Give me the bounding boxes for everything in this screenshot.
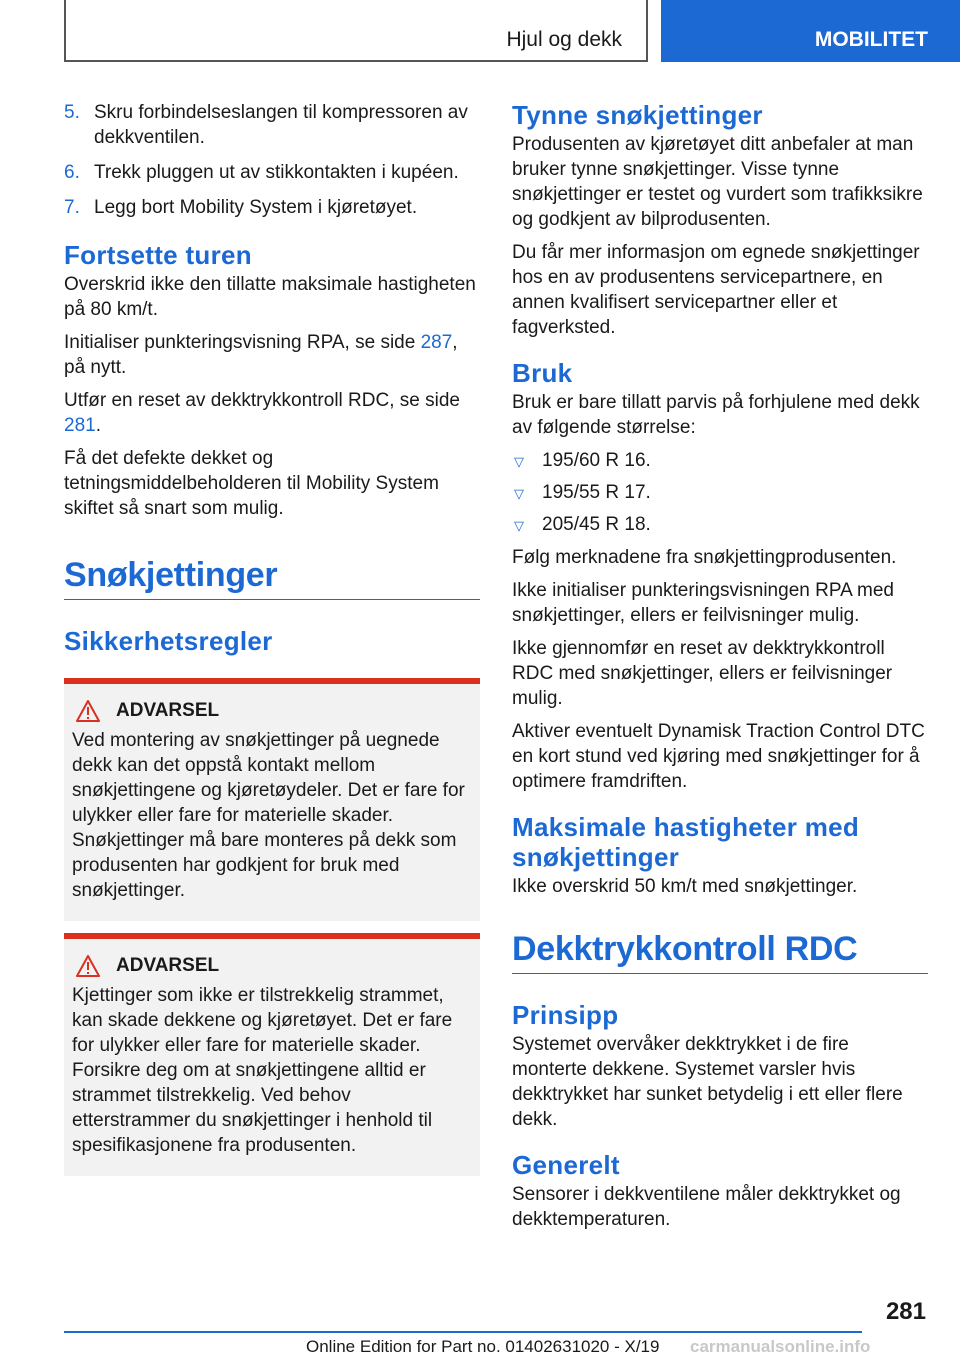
size-list (512, 448, 928, 537)
paragraph: Du får mer informasjon om egnede snøkjettinger hos en av produsentens servicepartnere, en annen kvalifisert servicepartner eller et fagverksted. (512, 242, 920, 338)
list-item: ▽ 195/55 R 17. (512, 480, 928, 505)
list-item: ▽ 205/45 R 18. (512, 512, 928, 537)
footer-watermark: carmanualsonline.info (690, 1337, 871, 1356)
page-link-287[interactable]: 287 (420, 332, 453, 353)
paragraph: Systemet overvåker dekktrykket i de fire monterte dekkene. Systemet varsler hvis dekktrykket har sunket betydelig i ett eller flere dekk. (512, 1034, 903, 1130)
page-number: 281 (885, 1298, 926, 1325)
heading-prinsipp: Prinsipp (512, 1000, 619, 1030)
footer-edition: Online Edition for Part no. 01402631020 - X/19 (306, 1337, 660, 1356)
step-number: 5. (64, 102, 80, 123)
paragraph: Aktiver eventuelt Dynamisk Traction Control DTC en kort stund ved kjøring med snøkjettinger for å optimere framdriften. (512, 721, 925, 792)
step-text: Legg bort Mobility System i kjøretøyet. (94, 197, 418, 218)
warning-triangle-icon (76, 700, 100, 722)
step-text: Skru forbindelseslangen til kompressoren av dekkventilen. (94, 102, 468, 148)
warning-title: ADVARSEL (116, 955, 220, 976)
heading-bruk: Bruk (512, 358, 573, 388)
heading-fortsette-turen: Fortsette turen (64, 240, 252, 270)
paragraph: Ikke gjennomfør en reset av dekktrykkontroll RDC med snøkjettinger, ellers er feilvisninger mulig. (512, 638, 893, 709)
paragraph: Sensorer i dekkventilene måler dekktrykket og dekktemperaturen. (512, 1184, 901, 1230)
list-item (64, 160, 480, 185)
warning-text: Ved montering av snøkjettinger på uegnede dekk kan det oppstå kontakt mellom snøkjettingene og kjøretøydeler. Det er fare for ulykker eller fare for materielle skader. Snøkjettinger må bare monteres på dekk som produsenten har godkjent for bruk med snøkjettinger. (72, 730, 465, 901)
warning-box (64, 678, 480, 921)
list-item (64, 100, 480, 150)
right-column (512, 100, 928, 1240)
paragraph: Produsenten av kjøretøyet ditt anbefaler at man bruker tynne snøkjettinger. Visse tynne snøkjettinger er testet og vurdert som trafikksikre og godkjent av bilprodusenten. (512, 134, 923, 230)
heading-maksimale-hastigheter: Maksimale hastigheter med snøkjettinger (512, 812, 860, 872)
warning-triangle-icon (76, 955, 100, 977)
paragraph: Ikke initialiser punkteringsvisningen RPA med snøkjettinger, ellers er feilvisninger mulig. (512, 580, 894, 626)
triangle-bullet-icon: ▽ (514, 518, 524, 533)
chapter-tab[interactable]: MOBILITET (661, 0, 960, 62)
paragraph: Utfør en reset av dekktrykkontroll RDC, se side 281. (64, 390, 460, 436)
paragraph: Ikke overskrid 50 km/t med snøkjettinger. (512, 876, 858, 897)
paragraph: Følg merknadene fra snøkjettingprodusenten. (512, 547, 897, 568)
header-section-box (64, 0, 648, 62)
triangle-bullet-icon: ▽ (514, 486, 524, 501)
left-column (64, 100, 480, 1188)
paragraph: Få det defekte dekket og tetningsmiddelbeholderen til Mobility System skiftet så snart som mulig. (64, 448, 439, 519)
heading-dekktrykkontroll-rdc: Dekktrykkontroll RDC (512, 929, 928, 974)
heading-snokjettinger: Snøkjettinger (64, 555, 480, 600)
page-link-281[interactable]: 281 (64, 415, 96, 436)
step-number: 7. (64, 197, 80, 218)
step-list (64, 100, 480, 220)
footer-divider (64, 1331, 862, 1333)
list-item (64, 195, 480, 220)
heading-sikkerhetsregler: Sikkerhetsregler (64, 626, 273, 656)
heading-tynne-snokjettinger: Tynne snøkjettinger (512, 100, 763, 130)
warning-box (64, 933, 480, 1176)
list-item: ▽ 195/60 R 16. (512, 448, 928, 473)
section-title: Hjul og dekk (506, 28, 622, 51)
triangle-bullet-icon: ▽ (514, 454, 524, 469)
warning-text: Kjettinger som ikke er tilstrekkelig strammet, kan skade dekkene og kjøretøyet. Det er fare for ulykker eller fare for materielle skader. Forsikre deg om at snøkjettingene alltid er strammet tilstrekkelig. Ved behov etterstrammer du snøkjettinger i henhold til spesifikasjonene fra produsenten. (72, 985, 453, 1156)
paragraph: Bruk er bare tillatt parvis på forhjulene med dekk av følgende størrelse: (512, 392, 920, 438)
step-text: Trekk pluggen ut av stikkontakten i kupéen. (94, 162, 459, 183)
warning-title: ADVARSEL (116, 700, 220, 721)
paragraph: Initialiser punkteringsvisning RPA, se side 287, på nytt. (64, 332, 458, 378)
heading-generelt: Generelt (512, 1150, 620, 1180)
step-number: 6. (64, 162, 80, 183)
paragraph: Overskrid ikke den tillatte maksimale hastigheten på 80 km/t. (64, 274, 476, 320)
